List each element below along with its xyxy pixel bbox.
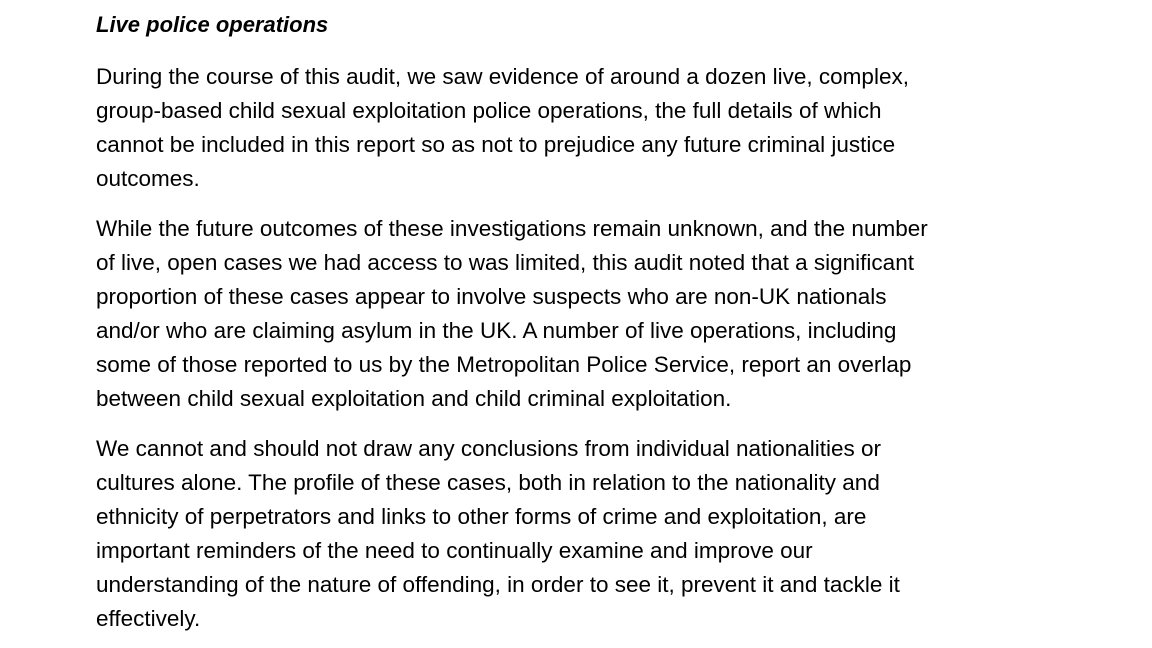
paragraph-live-operations-evidence xyxy=(96,60,1096,196)
document-page xyxy=(96,9,1096,636)
paragraph-conclusions xyxy=(96,432,1096,636)
paragraph-line: effectively. xyxy=(96,606,201,631)
paragraph-line: important reminders of the need to continually examine and improve our xyxy=(96,538,813,563)
paragraph-line: We cannot and should not draw any conclusions from individual nationalities or xyxy=(96,436,882,461)
paragraph-line: and/or who are claiming asylum in the UK. A number of live operations, including xyxy=(96,318,897,343)
paragraph-line: ethnicity of perpetrators and links to other forms of crime and exploitation, are xyxy=(96,504,867,529)
paragraph-suspects-profile xyxy=(96,212,1096,416)
paragraph-line: understanding of the nature of offending, in order to see it, prevent it and tackle it xyxy=(96,572,900,597)
paragraph-line: While the future outcomes of these investigations remain unknown, and the number xyxy=(96,216,928,241)
paragraph-line: group-based child sexual exploitation police operations, the full details of which xyxy=(96,98,882,123)
section-heading: Live police operations xyxy=(96,12,329,37)
paragraph-line: between child sexual exploitation and child criminal exploitation. xyxy=(96,386,732,411)
paragraph-line: outcomes. xyxy=(96,166,200,191)
paragraph-line: of live, open cases we had access to was limited, this audit noted that a significant xyxy=(96,250,914,275)
paragraph-line: some of those reported to us by the Metropolitan Police Service, report an overlap xyxy=(96,352,912,377)
paragraph-line: proportion of these cases appear to involve suspects who are non-UK nationals xyxy=(96,284,887,309)
paragraph-line: cultures alone. The profile of these cases, both in relation to the nationality and xyxy=(96,470,880,495)
paragraph-line: During the course of this audit, we saw evidence of around a dozen live, complex, xyxy=(96,64,909,89)
paragraph-line: cannot be included in this report so as not to prejudice any future criminal justice xyxy=(96,132,896,157)
